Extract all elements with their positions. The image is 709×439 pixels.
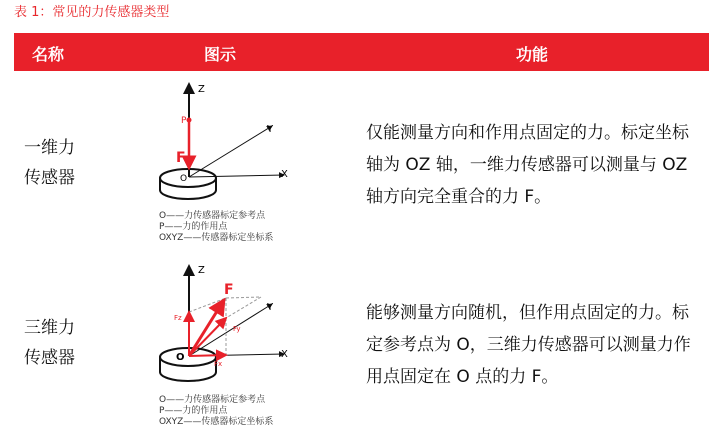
fx-arrow (189, 355, 226, 356)
z-label: Z (198, 84, 205, 95)
o-label: O (176, 352, 185, 363)
legend-line1: O——力传感器标定参考点 (159, 211, 266, 221)
y-label: Y (267, 302, 274, 313)
legend-line2: P——力的作用点 (159, 222, 228, 232)
row2-name (24, 313, 75, 373)
point-p (187, 118, 192, 123)
p-label: P (181, 116, 187, 126)
fx-label: Fx (214, 360, 223, 368)
table-header (14, 33, 709, 71)
table-caption: 表 1：常见的力传感器类型 (14, 5, 170, 20)
legend-line2: P——力的作用点 (159, 406, 228, 416)
f-label: F (224, 282, 234, 298)
y-axis (189, 126, 272, 177)
y-axis (189, 304, 272, 356)
header-function: 功能 (516, 45, 549, 64)
row2-name-line2: 传感器 (24, 348, 75, 368)
row1-figure (140, 80, 310, 250)
header-name: 名称 (32, 45, 65, 64)
y-label: Y (267, 124, 274, 135)
row2-name-line1: 三维力 (24, 318, 75, 338)
row2-figure (140, 260, 310, 432)
legend-line1: O——力传感器标定参考点 (159, 395, 266, 405)
row1-name-line2: 传感器 (24, 168, 75, 188)
row1-function: 仅能测量方向和作用点固定的力。标定坐标轴为 OZ 轴，一维力传感器可以测量与 OZ 轴方向完全重合的力 F。 (366, 123, 689, 207)
legend-line3: OXYZ——传感器标定坐标系 (159, 417, 274, 427)
x-label: X (281, 349, 288, 360)
fy-label: Fy (233, 325, 241, 333)
header-figure: 图示 (204, 45, 237, 64)
row2-function: 能够测量方向随机，但作用点固定的力。标定参考点为 O，三维力传感器可以测量力作用点固定在 O 点的力 F。 (366, 303, 691, 387)
f-label: F (176, 150, 186, 166)
o-label: O (180, 174, 188, 184)
force-arrow (189, 300, 224, 356)
row1-name-line1: 一维力 (24, 138, 75, 158)
x-label: X (281, 169, 288, 180)
z-label: Z (198, 265, 205, 276)
fz-label: Fz (174, 314, 182, 322)
legend-line3: OXYZ——传感器标定坐标系 (159, 233, 274, 243)
row1-name (24, 133, 75, 193)
